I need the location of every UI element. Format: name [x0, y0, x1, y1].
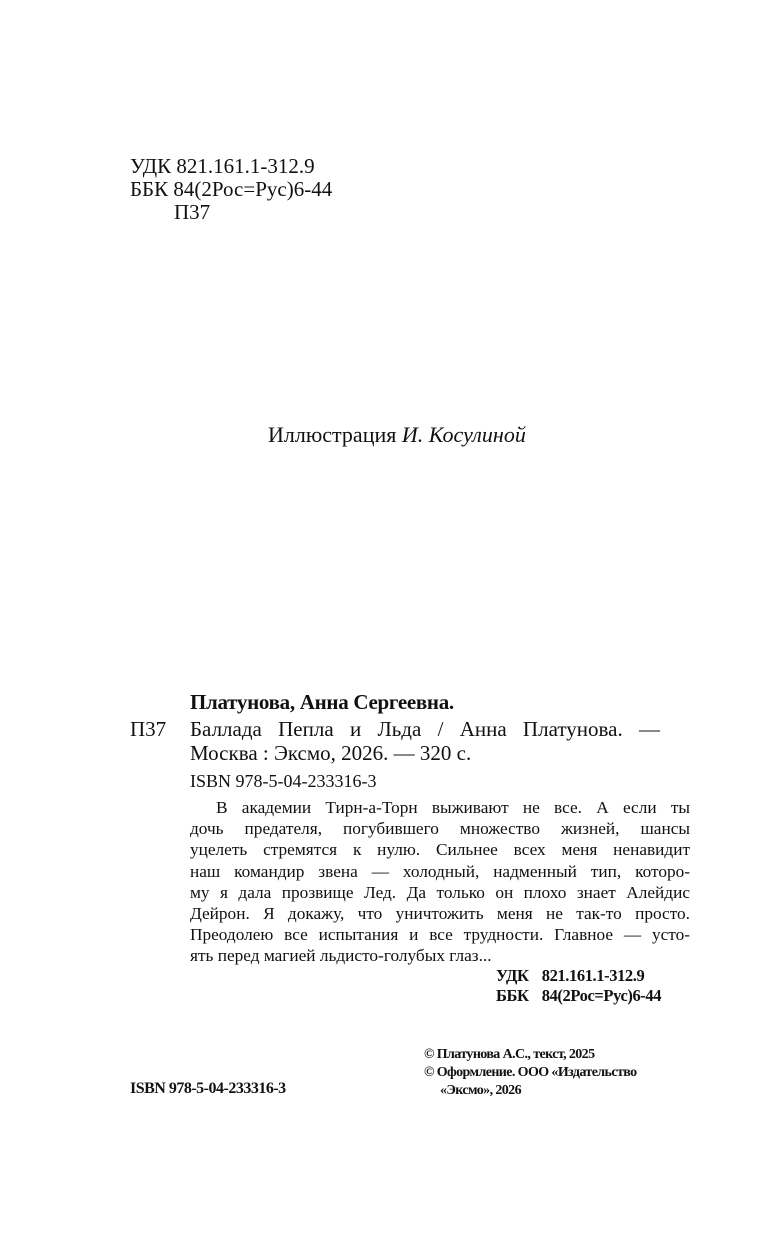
- bbk-code: ББК 84(2Рос=Рус)6-44: [130, 177, 333, 201]
- annotation-line: ять перед магией льдисто-голубых глаз...: [190, 946, 492, 966]
- catalog-bbk: [496, 986, 661, 1006]
- annotation-line: уцелеть стремятся к нулю. Сильнее всех меня ненавидит: [190, 840, 690, 860]
- annotation-line: дочь предателя, погубившего множество жизней, шансы: [190, 819, 690, 839]
- illustration-credit: [268, 422, 526, 448]
- catalog-udk-label: УДК: [496, 966, 529, 985]
- illustration-prefix: Иллюстрация: [268, 422, 397, 447]
- footer-isbn: ISBN 978-5-04-233316-3: [130, 1080, 286, 1097]
- copyright-line: «Эксмо», 2026: [440, 1083, 521, 1098]
- udk-code: УДК 821.161.1-312.9: [130, 154, 315, 178]
- catalog-udk: [496, 966, 661, 986]
- catalog-title: [190, 717, 660, 765]
- catalog-author-sign: П37: [130, 717, 167, 741]
- annotation-line: В академии Тирн-а-Торн выживают не все. А если ты: [216, 798, 690, 817]
- copyright-line: © Оформление. ООО «Издательство: [424, 1065, 637, 1080]
- annotation-line: наш командир звена — холодный, надменный тип, которо-: [190, 861, 690, 881]
- annotation-line: му я дала прозвище Лед. Да только он плохо знает Алейдис: [190, 882, 690, 902]
- copyright-block: [424, 1046, 637, 1100]
- illustration-artist: И. Косулиной: [401, 422, 526, 447]
- catalog-title-line-2: Москва : Эксмо, 2026. — 320 с.: [190, 741, 472, 765]
- copyright-line: © Платунова А.С., текст, 2025: [424, 1047, 595, 1062]
- catalog-bbk-label: ББК: [496, 986, 529, 1005]
- annotation-line: Преодолею все испытания и все трудности. Главное — усто-: [190, 925, 690, 945]
- classification-block: [130, 155, 332, 224]
- annotation: [190, 797, 690, 967]
- catalog-codes: [496, 966, 661, 1006]
- catalog-title-line-1: Баллада Пепла и Льда / Анна Платунова. —: [190, 717, 660, 741]
- catalog-bbk-value: 84(2Рос=Рус)6-44: [541, 986, 662, 1005]
- author-sign: П37: [174, 200, 211, 224]
- catalog-udk-value: 821.161.1-312.9: [541, 966, 645, 985]
- annotation-line: Дейрон. Я докажу, что уничтожить меня не так-то просто.: [190, 904, 690, 924]
- catalog-author: Платунова, Анна Сергеевна.: [190, 690, 454, 714]
- catalog-isbn: ISBN 978-5-04-233316-3: [190, 771, 377, 791]
